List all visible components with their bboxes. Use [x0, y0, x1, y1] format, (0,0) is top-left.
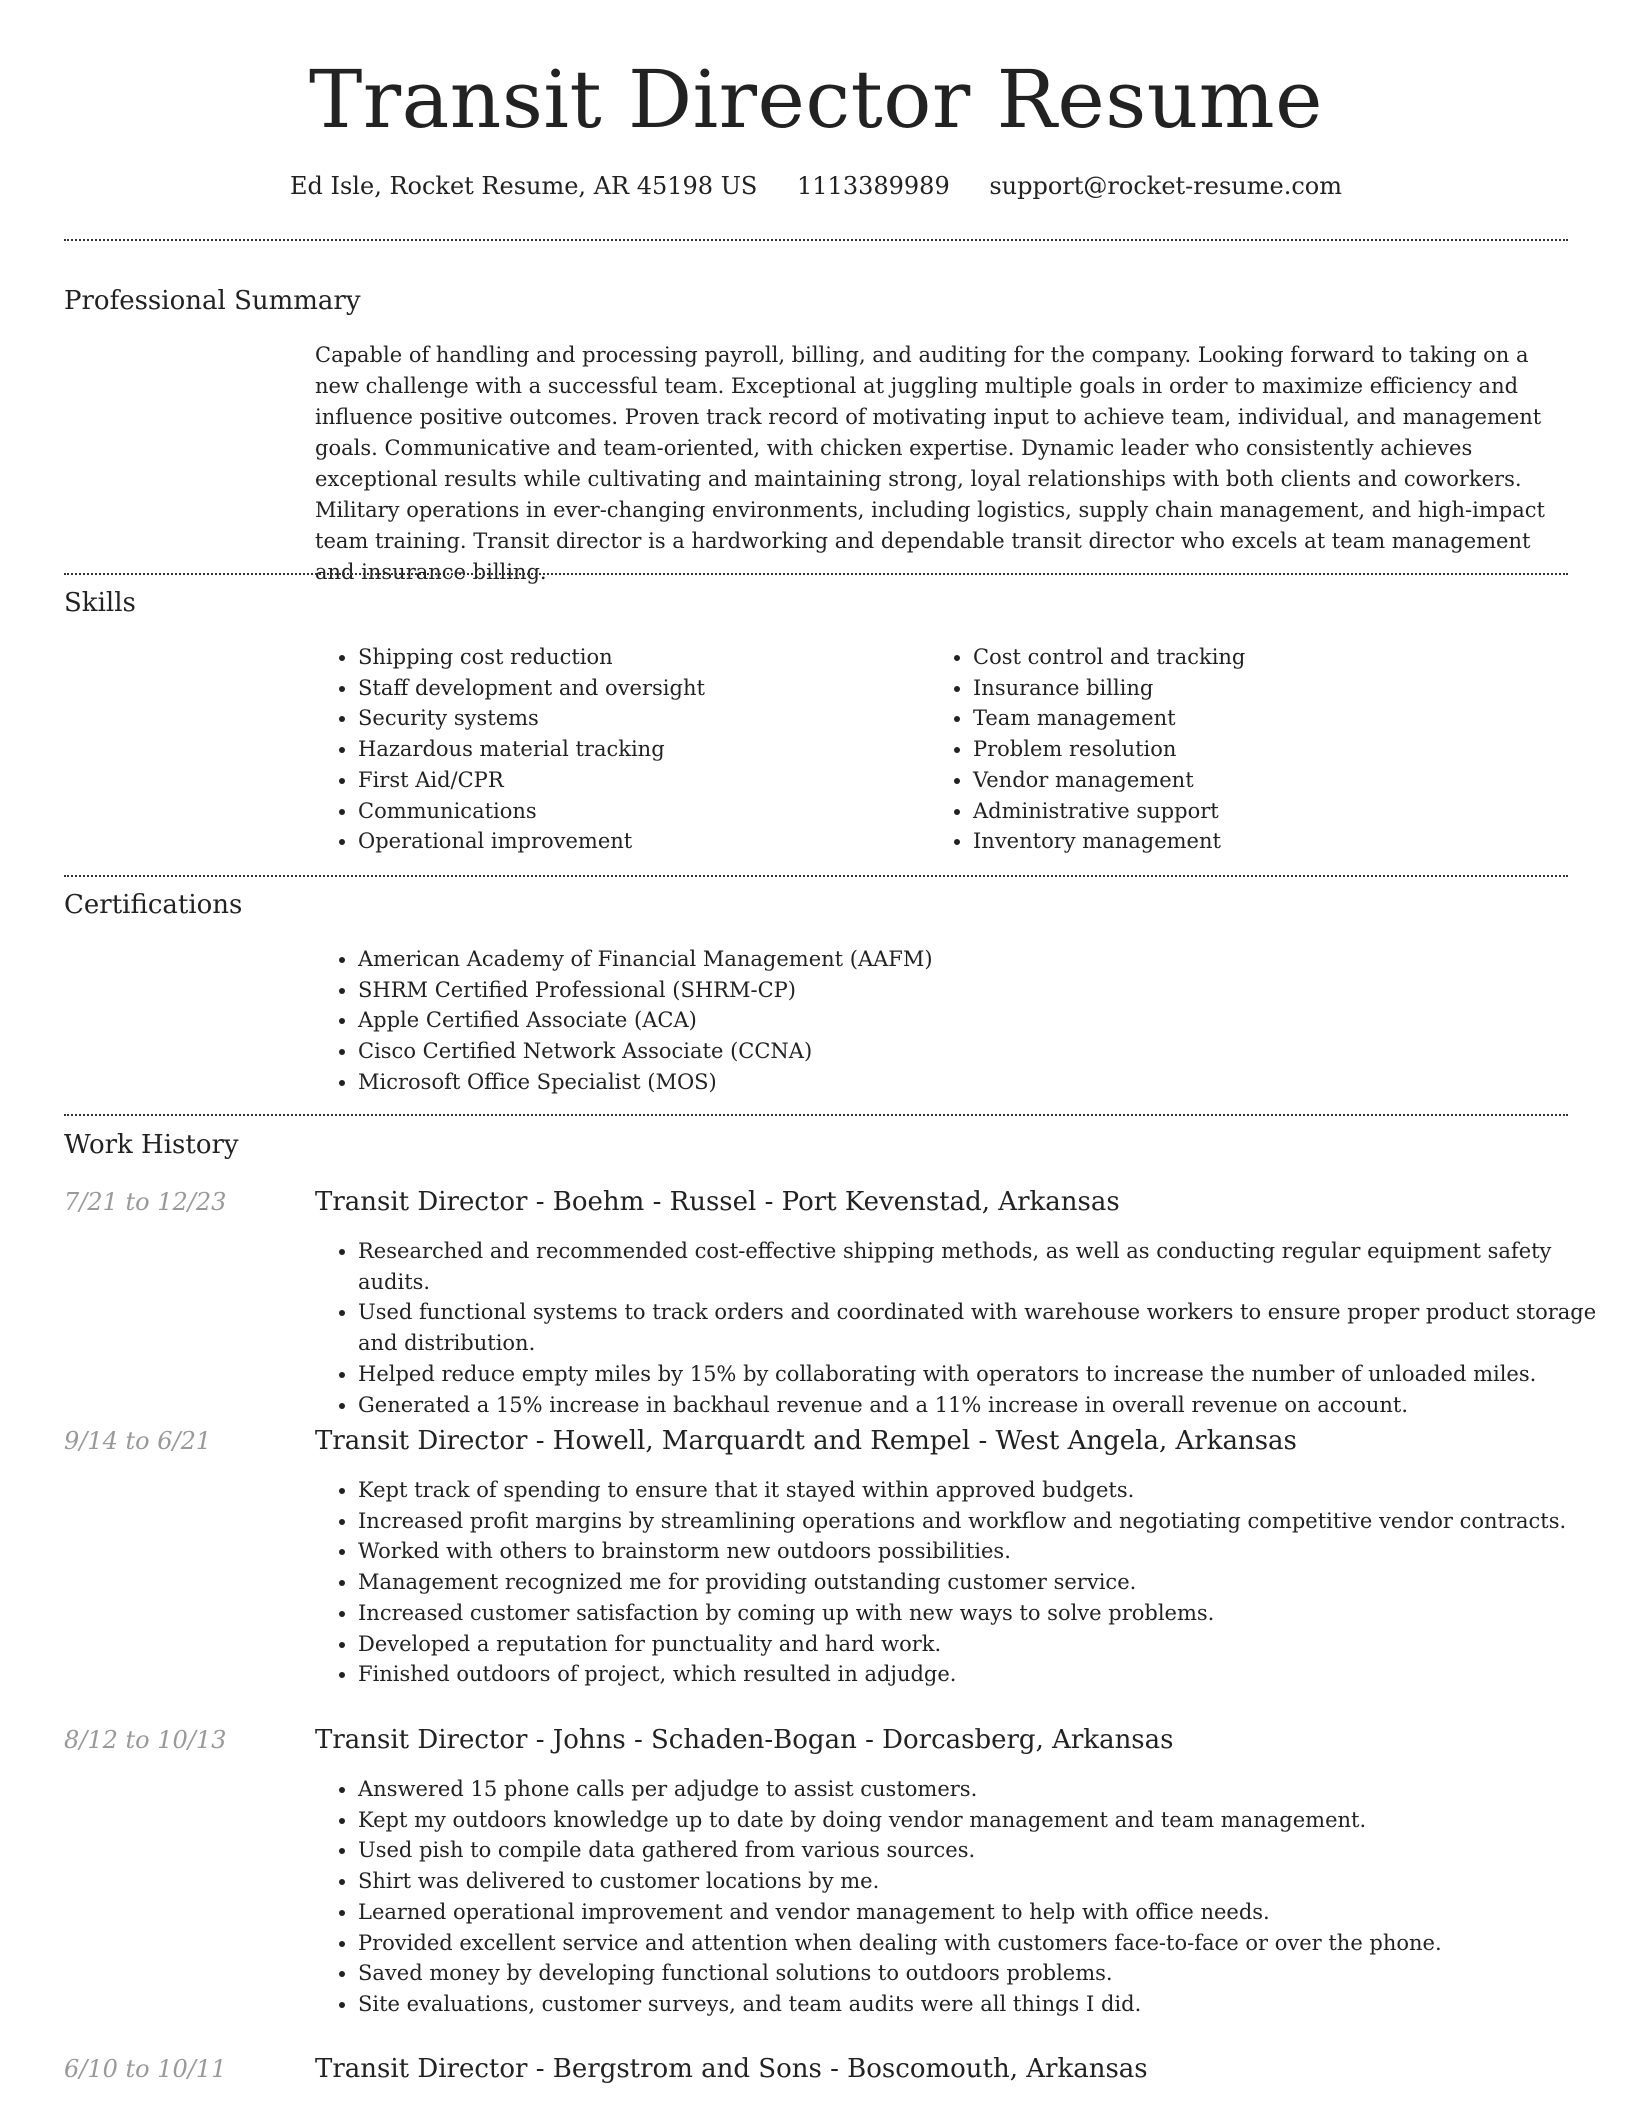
job-bullets — [314, 1236, 1618, 1420]
job-dates: 7/21 to 12/23 — [64, 1188, 227, 1216]
skill-item: • Inventory management — [973, 826, 1593, 857]
divider — [64, 875, 1568, 877]
job-dates: 6/10 to 10/11 — [64, 2055, 227, 2083]
job-bullet: • Helped reduce empty miles by 15% by collaborating with operators to increase the number of unloaded miles. — [358, 1359, 1618, 1390]
job-bullet: • Learned operational improvement and vendor management to help with office needs. — [358, 1897, 1618, 1928]
divider — [64, 1114, 1568, 1116]
job-title: Transit Director - Boehm - Russel - Port Kevenstad, Arkansas — [315, 1187, 1120, 1217]
summary-heading: Professional Summary — [64, 286, 361, 316]
job-bullet: • Kept track of spending to ensure that it stayed within approved budgets. — [358, 1475, 1618, 1506]
job-bullet: • Management recognized me for providing outstanding customer service. — [358, 1567, 1618, 1598]
job-bullets — [314, 1475, 1618, 1690]
job-bullet: • Researched and recommended cost-effective shipping methods, as well as conducting regular equipment safety audits. — [358, 1236, 1618, 1297]
skills-list-right — [929, 642, 1593, 857]
certifications-heading: Certifications — [64, 890, 243, 920]
skill-item: • Problem resolution — [973, 734, 1593, 765]
skills-heading: Skills — [64, 588, 136, 618]
skills-list-left — [314, 642, 938, 857]
certification-item: • Apple Certified Associate (ACA) — [358, 1005, 1558, 1036]
skill-item: • Communications — [358, 796, 938, 827]
work-history-heading: Work History — [64, 1130, 239, 1160]
job-title: Transit Director - Howell, Marquardt and Rempel - West Angela, Arkansas — [315, 1426, 1297, 1456]
skill-item: • Vendor management — [973, 765, 1593, 796]
job-bullet: • Increased customer satisfaction by coming up with new ways to solve problems. — [358, 1598, 1618, 1629]
job-title: Transit Director - Johns - Schaden-Bogan - Dorcasberg, Arkansas — [315, 1725, 1174, 1755]
skill-item: • Shipping cost reduction — [358, 642, 938, 673]
skill-item: • Insurance billing — [973, 673, 1593, 704]
certification-item: • SHRM Certified Professional (SHRM-CP) — [358, 975, 1558, 1006]
certification-item: • American Academy of Financial Management (AAFM) — [358, 944, 1558, 975]
job-bullets — [314, 1774, 1618, 2020]
job-bullet: • Increased profit margins by streamlining operations and workflow and negotiating competitive vendor contracts. — [358, 1506, 1618, 1537]
certifications-list — [314, 944, 1558, 1098]
certification-item: • Microsoft Office Specialist (MOS) — [358, 1067, 1558, 1098]
job-bullet: • Answered 15 phone calls per adjudge to assist customers. — [358, 1774, 1618, 1805]
summary-text: Capable of handling and processing payroll, billing, and auditing for the company. Looking forward to taking on a new challenge with a successful team. Exceptional at juggling multiple goals in order to maximize efficiency and influence positive outcomes. Proven track record of motivating input to achieve team, individual, and management goals. Communicative and team-oriented, with chicken expertise. Dynamic leader who consistently achieves exceptional results while cultivating and maintaining strong, loyal relationships with both clients and coworkers. Military operations in ever-changing environments, including logistics, supply chain management, and high-impact team training. Transit director is a hardworking and dependable transit director who excels at team management and insurance billing. — [315, 343, 1545, 584]
job-bullet: • Provided excellent service and attention when dealing with customers face-to-face or over the phone. — [358, 1928, 1618, 1959]
job-bullet: • Shirt was delivered to customer locations by me. — [358, 1866, 1618, 1897]
job-bullet: • Kept my outdoors knowledge up to date by doing vendor management and team management. — [358, 1805, 1618, 1836]
skill-item: • First Aid/CPR — [358, 765, 938, 796]
job-bullet: • Generated a 15% increase in backhaul revenue and a 11% increase in overall revenue on account. — [358, 1390, 1618, 1421]
job-bullet: • Worked with others to brainstorm new outdoors possibilities. — [358, 1536, 1618, 1567]
job-bullet: • Developed a reputation for punctuality and hard work. — [358, 1629, 1618, 1660]
certification-item: • Cisco Certified Network Associate (CCNA) — [358, 1036, 1558, 1067]
contact-address: Ed Isle, Rocket Resume, AR 45198 US — [290, 172, 758, 200]
job-dates: 8/12 to 10/13 — [64, 1726, 227, 1754]
contact-phone: 1113389989 — [797, 172, 950, 200]
contact-email: support@rocket-resume.com — [989, 172, 1342, 200]
job-title: Transit Director - Bergstrom and Sons - Boscomouth, Arkansas — [315, 2054, 1148, 2084]
job-bullet: • Used pish to compile data gathered from various sources. — [358, 1835, 1618, 1866]
skill-item: • Security systems — [358, 703, 938, 734]
skill-item: • Staff development and oversight — [358, 673, 938, 704]
contact-line — [0, 170, 1632, 202]
job-bullet: • Used functional systems to track orders and coordinated with warehouse workers to ensure proper product storage and distribution. — [358, 1297, 1618, 1358]
page-title: Transit Director Resume — [309, 53, 1323, 146]
job-bullet: • Saved money by developing functional solutions to outdoors problems. — [358, 1958, 1618, 1989]
divider — [64, 573, 1568, 575]
job-dates: 9/14 to 6/21 — [64, 1427, 212, 1455]
skill-item: • Cost control and tracking — [973, 642, 1593, 673]
skill-item: • Hazardous material tracking — [358, 734, 938, 765]
skill-item: • Operational improvement — [358, 826, 938, 857]
skill-item: • Team management — [973, 703, 1593, 734]
skill-item: • Administrative support — [973, 796, 1593, 827]
job-bullet: • Finished outdoors of project, which resulted in adjudge. — [358, 1659, 1618, 1690]
divider — [64, 239, 1568, 241]
job-bullet: • Site evaluations, customer surveys, and team audits were all things I did. — [358, 1989, 1618, 2020]
